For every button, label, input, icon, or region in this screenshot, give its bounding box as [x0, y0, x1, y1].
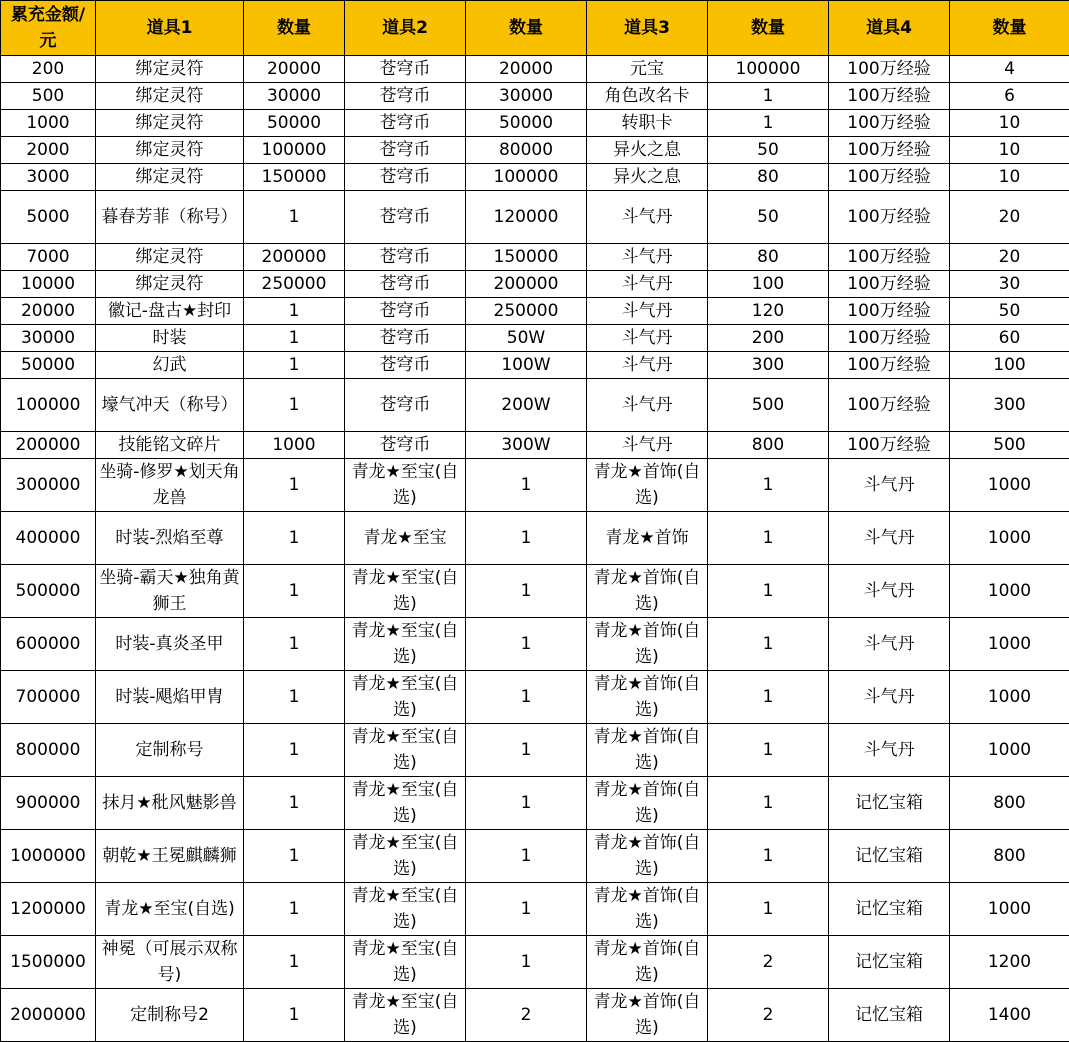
table-cell: 1: [244, 883, 345, 936]
table-row: [1, 459, 1069, 512]
table-cell: 80000: [466, 137, 587, 164]
table-cell: 青龙★首饰(自选): [587, 777, 708, 830]
table-cell: 1: [708, 671, 829, 724]
table-cell: 记忆宝箱: [829, 936, 950, 989]
table-cell: 1000: [950, 512, 1069, 565]
table-cell: 定制称号: [96, 724, 244, 777]
table-row: [1, 830, 1069, 883]
table-cell: 20000: [244, 56, 345, 83]
table-cell: 800: [950, 777, 1069, 830]
table-cell: 1000: [950, 565, 1069, 618]
table-cell: 苍穹币: [345, 110, 466, 137]
table-cell: 异火之息: [587, 164, 708, 191]
table-cell: 150000: [466, 244, 587, 271]
table-row: [1, 936, 1069, 989]
table-cell: 青龙★至宝: [345, 512, 466, 565]
table-cell: 斗气丹: [829, 459, 950, 512]
table-cell: 青龙★至宝(自选): [345, 618, 466, 671]
table-cell: 1200000: [1, 883, 96, 936]
table-cell: 100: [950, 352, 1069, 379]
table-cell: 1: [708, 830, 829, 883]
table-cell: 1: [708, 565, 829, 618]
table-cell: 斗气丹: [587, 271, 708, 298]
table-cell: 5000: [1, 191, 96, 244]
table-cell: 斗气丹: [587, 352, 708, 379]
table-cell: 1000: [950, 671, 1069, 724]
table-cell: 1200: [950, 936, 1069, 989]
table-cell: 青龙★至宝(自选): [345, 459, 466, 512]
table-cell: 青龙★至宝(自选): [345, 936, 466, 989]
table-cell: 苍穹币: [345, 325, 466, 352]
table-cell: 10: [950, 164, 1069, 191]
table-cell: 800: [708, 432, 829, 459]
table-row: [1, 325, 1069, 352]
table-cell: 坐骑-霸天★独角黄狮王: [96, 565, 244, 618]
table-cell: 1500000: [1, 936, 96, 989]
table-cell: 记忆宝箱: [829, 883, 950, 936]
table-cell: 苍穹币: [345, 137, 466, 164]
table-cell: 200: [708, 325, 829, 352]
table-cell: 青龙★首饰(自选): [587, 883, 708, 936]
header-cell-item3: 道具3: [587, 1, 708, 56]
table-row: [1, 164, 1069, 191]
table-cell: 20: [950, 244, 1069, 271]
table-cell: 6: [950, 83, 1069, 110]
table-cell: 1: [466, 724, 587, 777]
table-cell: 20000: [1, 298, 96, 325]
table-cell: 500: [708, 379, 829, 432]
table-cell: 10: [950, 110, 1069, 137]
table-cell: 200000: [1, 432, 96, 459]
table-cell: 技能铭文碎片: [96, 432, 244, 459]
table-cell: 定制称号2: [96, 989, 244, 1042]
table-cell: 4: [950, 56, 1069, 83]
table-cell: 500000: [1, 565, 96, 618]
table-cell: 1: [708, 83, 829, 110]
table-cell: 1000: [244, 432, 345, 459]
table-cell: 斗气丹: [587, 379, 708, 432]
table-cell: 50000: [1, 352, 96, 379]
table-cell: 60: [950, 325, 1069, 352]
table-cell: 1000: [1, 110, 96, 137]
table-cell: 绑定灵符: [96, 83, 244, 110]
table-row: [1, 83, 1069, 110]
table-cell: 50: [950, 298, 1069, 325]
table-cell: 1400: [950, 989, 1069, 1042]
table-cell: 80: [708, 164, 829, 191]
table-cell: 苍穹币: [345, 164, 466, 191]
table-row: [1, 352, 1069, 379]
table-cell: 300W: [466, 432, 587, 459]
table-cell: 1: [244, 618, 345, 671]
table-cell: 1: [708, 777, 829, 830]
table-cell: 神冕（可展示双称号): [96, 936, 244, 989]
table-cell: 青龙★至宝(自选): [345, 724, 466, 777]
table-cell: 100000: [1, 379, 96, 432]
table-cell: 绑定灵符: [96, 137, 244, 164]
table-cell: 1: [466, 565, 587, 618]
table-cell: 2: [708, 936, 829, 989]
table-row: [1, 379, 1069, 432]
table-row: [1, 137, 1069, 164]
table-cell: 时装: [96, 325, 244, 352]
table-cell: 绑定灵符: [96, 271, 244, 298]
table-cell: 1: [244, 671, 345, 724]
table-cell: 800: [950, 830, 1069, 883]
table-cell: 500: [1, 83, 96, 110]
table-row: [1, 432, 1069, 459]
table-cell: 青龙★至宝(自选): [96, 883, 244, 936]
table-cell: 绑定灵符: [96, 164, 244, 191]
header-cell-qty4: 数量: [950, 1, 1069, 56]
table-cell: 1000: [950, 724, 1069, 777]
table-cell: 1000: [950, 618, 1069, 671]
table-row: [1, 989, 1069, 1042]
table-cell: 斗气丹: [829, 512, 950, 565]
table-cell: 斗气丹: [829, 671, 950, 724]
table-cell: 青龙★首饰(自选): [587, 459, 708, 512]
header-cell-item4: 道具4: [829, 1, 950, 56]
table-cell: 转职卡: [587, 110, 708, 137]
table-cell: 斗气丹: [829, 565, 950, 618]
table-cell: 100000: [466, 164, 587, 191]
header-cell-item1: 道具1: [96, 1, 244, 56]
table-cell: 300: [950, 379, 1069, 432]
table-cell: 青龙★首饰(自选): [587, 724, 708, 777]
header-cell-amount: 累充金额/元: [1, 1, 96, 56]
table-cell: 1: [466, 777, 587, 830]
table-cell: 斗气丹: [587, 432, 708, 459]
table-cell: 苍穹币: [345, 271, 466, 298]
table-row: [1, 56, 1069, 83]
table-cell: 角色改名卡: [587, 83, 708, 110]
table-cell: 600000: [1, 618, 96, 671]
table-cell: 壕气冲天（称号）: [96, 379, 244, 432]
table-cell: 100000: [708, 56, 829, 83]
table-cell: 1: [244, 830, 345, 883]
table-cell: 20000: [466, 56, 587, 83]
table-cell: 1000: [950, 459, 1069, 512]
table-cell: 苍穹币: [345, 244, 466, 271]
table-cell: 记忆宝箱: [829, 830, 950, 883]
table-cell: 2000: [1, 137, 96, 164]
table-cell: 1: [466, 830, 587, 883]
table-cell: 抹月★秕风魅影兽: [96, 777, 244, 830]
table-cell: 时装-烈焰至尊: [96, 512, 244, 565]
table-cell: 10: [950, 137, 1069, 164]
table-cell: 100万经验: [829, 191, 950, 244]
table-cell: 1: [244, 459, 345, 512]
table-cell: 1: [244, 298, 345, 325]
table-cell: 1000: [950, 883, 1069, 936]
table-cell: 绑定灵符: [96, 244, 244, 271]
table-cell: 斗气丹: [587, 191, 708, 244]
table-cell: 200W: [466, 379, 587, 432]
table-cell: 青龙★至宝(自选): [345, 565, 466, 618]
table-cell: 1: [244, 379, 345, 432]
table-cell: 2: [708, 989, 829, 1042]
table-cell: 1: [708, 883, 829, 936]
table-cell: 绑定灵符: [96, 56, 244, 83]
table-cell: 记忆宝箱: [829, 989, 950, 1042]
table-cell: 50: [708, 191, 829, 244]
table-cell: 青龙★至宝(自选): [345, 989, 466, 1042]
table-cell: 7000: [1, 244, 96, 271]
table-cell: 100万经验: [829, 325, 950, 352]
table-cell: 1: [244, 565, 345, 618]
table-body: [1, 56, 1069, 1042]
table-cell: 青龙★首饰(自选): [587, 618, 708, 671]
table-cell: 100万经验: [829, 110, 950, 137]
table-cell: 150000: [244, 164, 345, 191]
table-row: [1, 777, 1069, 830]
table-row: [1, 110, 1069, 137]
table-cell: 200: [1, 56, 96, 83]
table-cell: 苍穹币: [345, 83, 466, 110]
table-cell: 斗气丹: [587, 244, 708, 271]
table-cell: 120: [708, 298, 829, 325]
table-cell: 2000000: [1, 989, 96, 1042]
table-cell: 苍穹币: [345, 56, 466, 83]
table-cell: 200000: [466, 271, 587, 298]
table-cell: 青龙★首饰(自选): [587, 830, 708, 883]
table-cell: 青龙★至宝(自选): [345, 883, 466, 936]
table-row: [1, 565, 1069, 618]
table-cell: 1: [466, 671, 587, 724]
table-cell: 400000: [1, 512, 96, 565]
table-cell: 100万经验: [829, 271, 950, 298]
table-cell: 1: [708, 724, 829, 777]
table-cell: 120000: [466, 191, 587, 244]
table-cell: 青龙★首饰(自选): [587, 989, 708, 1042]
table-cell: 绑定灵符: [96, 110, 244, 137]
table-cell: 800000: [1, 724, 96, 777]
table-cell: 2: [466, 989, 587, 1042]
table-cell: 1: [244, 777, 345, 830]
table-cell: 100万经验: [829, 83, 950, 110]
header-cell-item2: 道具2: [345, 1, 466, 56]
table-row: [1, 724, 1069, 777]
header-cell-qty3: 数量: [708, 1, 829, 56]
table-cell: 200000: [244, 244, 345, 271]
table-cell: 30000: [466, 83, 587, 110]
table-cell: 100万经验: [829, 379, 950, 432]
table-cell: 100万经验: [829, 432, 950, 459]
table-cell: 青龙★至宝(自选): [345, 671, 466, 724]
table-cell: 1: [466, 512, 587, 565]
table-cell: 苍穹币: [345, 191, 466, 244]
table-row: [1, 512, 1069, 565]
table-cell: 暮春芳菲（称号）: [96, 191, 244, 244]
table-cell: 苍穹币: [345, 298, 466, 325]
table-cell: 青龙★首饰(自选): [587, 936, 708, 989]
table-cell: 100000: [244, 137, 345, 164]
table-cell: 青龙★首饰: [587, 512, 708, 565]
table-cell: 斗气丹: [829, 724, 950, 777]
table-cell: 10000: [1, 271, 96, 298]
table-cell: 300000: [1, 459, 96, 512]
table-cell: 1: [466, 459, 587, 512]
table-cell: 1: [708, 512, 829, 565]
table-cell: 记忆宝箱: [829, 777, 950, 830]
table-row: [1, 298, 1069, 325]
table-cell: 苍穹币: [345, 379, 466, 432]
table-cell: 时装-飓焰甲胄: [96, 671, 244, 724]
table-cell: 1: [244, 724, 345, 777]
table-cell: 异火之息: [587, 137, 708, 164]
table-cell: 徽记-盘古★封印: [96, 298, 244, 325]
table-cell: 时装-真炎圣甲: [96, 618, 244, 671]
header-row: [1, 1, 1069, 56]
table-row: [1, 191, 1069, 244]
table-cell: 1: [708, 459, 829, 512]
table-cell: 20: [950, 191, 1069, 244]
table-cell: 1: [244, 989, 345, 1042]
table-cell: 100万经验: [829, 164, 950, 191]
table-cell: 苍穹币: [345, 352, 466, 379]
table-row: [1, 883, 1069, 936]
table-cell: 1: [708, 618, 829, 671]
table-cell: 1: [244, 352, 345, 379]
table-cell: 青龙★首饰(自选): [587, 671, 708, 724]
table-cell: 100万经验: [829, 244, 950, 271]
table-row: [1, 271, 1069, 298]
table-cell: 100万经验: [829, 352, 950, 379]
table-cell: 朝乾★王冕麒麟狮: [96, 830, 244, 883]
table-cell: 坐骑-修罗★划天角龙兽: [96, 459, 244, 512]
table-row: [1, 618, 1069, 671]
table-cell: 100: [708, 271, 829, 298]
table-cell: 900000: [1, 777, 96, 830]
table-cell: 元宝: [587, 56, 708, 83]
table-cell: 1: [466, 618, 587, 671]
table-cell: 1: [466, 936, 587, 989]
table-cell: 3000: [1, 164, 96, 191]
table-cell: 30000: [1, 325, 96, 352]
table-cell: 100万经验: [829, 56, 950, 83]
table-cell: 50000: [244, 110, 345, 137]
table-cell: 1: [244, 936, 345, 989]
table-row: [1, 244, 1069, 271]
table-cell: 1: [708, 110, 829, 137]
table-cell: 1: [244, 191, 345, 244]
table-cell: 50000: [466, 110, 587, 137]
table-cell: 1000000: [1, 830, 96, 883]
table-cell: 80: [708, 244, 829, 271]
table-cell: 斗气丹: [829, 618, 950, 671]
table-cell: 30: [950, 271, 1069, 298]
table-cell: 300: [708, 352, 829, 379]
table-cell: 100万经验: [829, 137, 950, 164]
table-cell: 250000: [466, 298, 587, 325]
header-cell-qty2: 数量: [466, 1, 587, 56]
header-cell-qty1: 数量: [244, 1, 345, 56]
table-cell: 700000: [1, 671, 96, 724]
table-cell: 250000: [244, 271, 345, 298]
table-cell: 100万经验: [829, 298, 950, 325]
table-cell: 500: [950, 432, 1069, 459]
table-cell: 1: [244, 325, 345, 352]
table-cell: 青龙★至宝(自选): [345, 830, 466, 883]
table-cell: 30000: [244, 83, 345, 110]
table-cell: 幻武: [96, 352, 244, 379]
table-cell: 50: [708, 137, 829, 164]
table-cell: 青龙★至宝(自选): [345, 777, 466, 830]
table-cell: 50W: [466, 325, 587, 352]
table-row: [1, 671, 1069, 724]
table-cell: 苍穹币: [345, 432, 466, 459]
table-cell: 青龙★首饰(自选): [587, 565, 708, 618]
table-cell: 100W: [466, 352, 587, 379]
table-cell: 1: [466, 883, 587, 936]
table-cell: 斗气丹: [587, 325, 708, 352]
table-cell: 1: [244, 512, 345, 565]
table-cell: 斗气丹: [587, 298, 708, 325]
